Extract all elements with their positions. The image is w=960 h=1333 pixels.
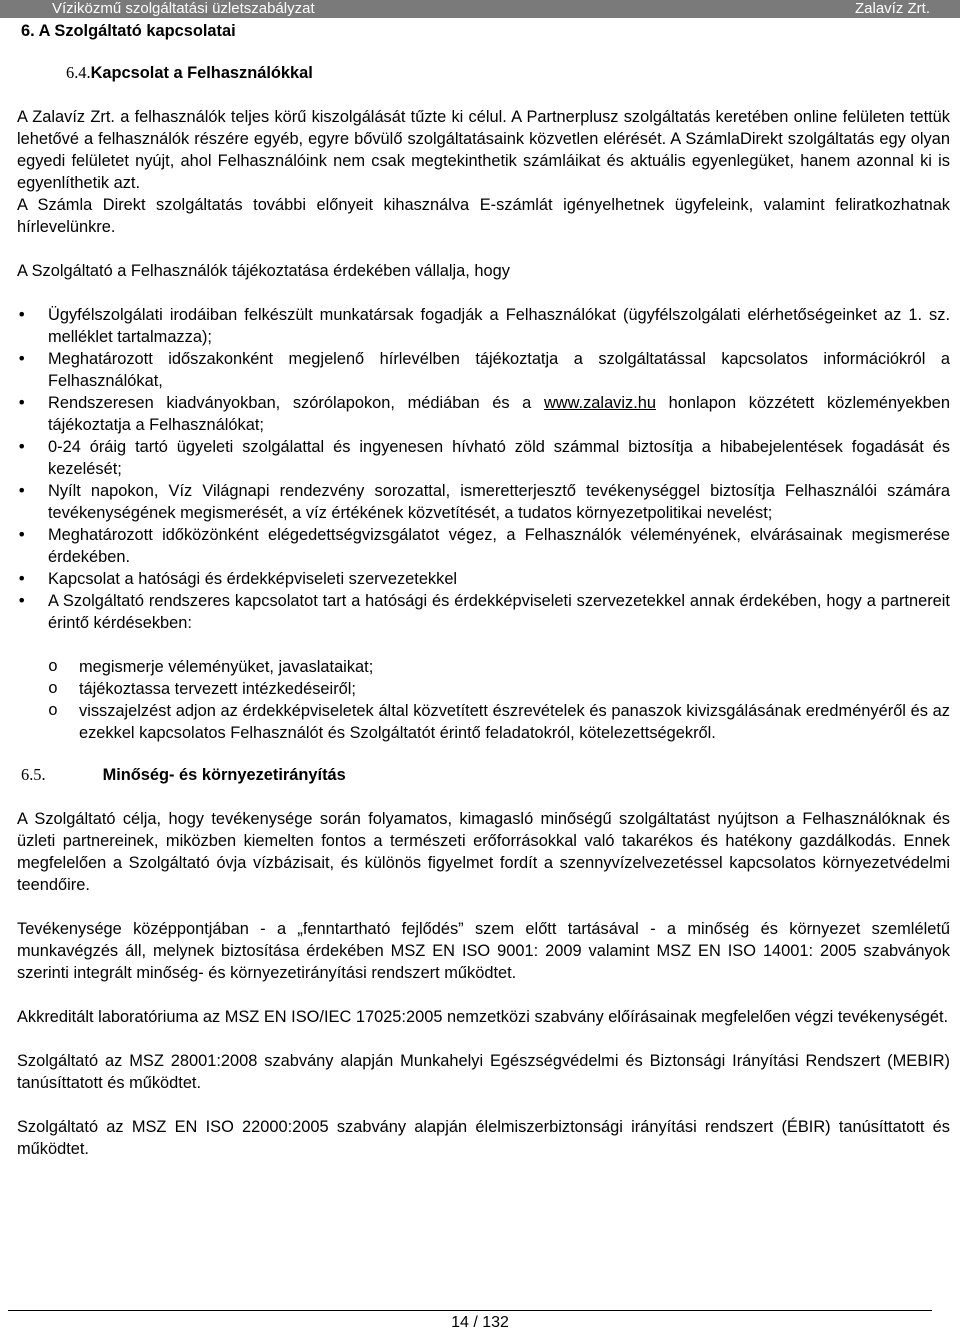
list-item: • Nyílt napokon, Víz Világnapi rendezvény sorozattal, ismeretterjesztő tevékenységgel biztosítja Felhasználói számára tevékenységének megismerését, a víz értékének közvetítését, a tudatos környezetpolitikai nevelést; <box>17 480 950 524</box>
list-item: • Ügyfélszolgálati irodáiban felkészült munkatársak fogadják a Felhasználókat (ügyfélszolgálati elérhetőségeinket az 1. sz. melléklet tartalmazza); <box>17 304 950 348</box>
section-title: 6. A Szolgáltató kapcsolatai <box>21 22 236 40</box>
list-item: • Meghatározott időszakonként megjelenő hírlevélben tájékoztatja a szolgáltatással kapcsolatos információkról a Felhasználókat, <box>17 348 950 392</box>
footer-divider <box>8 1310 932 1311</box>
document-title: Víziközmű szolgáltatási üzletszabályzat <box>52 0 315 17</box>
sub-list-item: o tájékoztassa tervezett intézkedéseiről; <box>17 678 950 700</box>
paragraph: Szolgáltató az MSZ 28001:2008 szabvány alapján Munkahelyi Egészségvédelmi és Biztonsági Irányítási Rendszert (MEBIR) tanúsíttatott és működtet. <box>17 1052 950 1092</box>
paragraph: A Zalavíz Zrt. a felhasználók teljes körű kiszolgálását tűzte ki célul. A Partnerplusz szolgáltatás keretében online felületen tettük lehetővé a felhasználók részére egyéb, egyre bővülő szolgáltatásaink közvetlen elérését. A SzámlaDirekt szolgáltatás egy olyan egyedi felületet nyújt, ahol Felhasználóink nem csak megtekinthetik számláikat és aktuális egyenlegüket, hanem azonnal ki is egyenlíthetik azt. <box>17 108 950 192</box>
paragraph: A Számla Direkt szolgáltatás további előnyeit kihasználva E-számlát igényelhetnek ügyfeleink, valamint feliratkozhatnak hírlevelünkre. <box>17 196 950 236</box>
subsection-title: Minőség- és környezetirányítás <box>102 766 346 784</box>
subsection-number: 6.4. <box>66 63 91 82</box>
paragraph: Akkreditált laboratóriuma az MSZ EN ISO/IEC 17025:2005 nemzetközi szabvány előírásainak megfelelően végzi tevékenységét. <box>17 1008 949 1026</box>
subsection-title: Kapcsolat a Felhasználókkal <box>90 64 313 82</box>
paragraph: Szolgáltató az MSZ EN ISO 22000:2005 szabvány alapján élelmiszerbiztonsági irányítási rendszert (ÉBIR) tanúsíttatott és működtet. <box>17 1118 950 1158</box>
running-header <box>0 0 960 18</box>
subsection-number: 6.5. <box>21 765 46 784</box>
paragraph: A Szolgáltató a Felhasználók tájékoztatása érdekében vállalja, hogy <box>17 262 510 280</box>
list-item-text: honlapon közzétett közleményekben tájékoztatja a Felhasználókat; <box>48 394 950 434</box>
list-item: • 0-24 óráig tartó ügyeleti szolgálattal és ingyenesen hívható zöld számmal biztosítja a hibabejelentések fogadását és kezelését; <box>17 436 950 480</box>
page-number: 14 / 132 <box>451 1314 509 1331</box>
page-content <box>17 18 950 1160</box>
sub-list-item: o megismerje véleményüket, javaslataikat; <box>17 656 950 678</box>
bullet-list <box>17 304 950 634</box>
paragraph: Tevékenysége középpontjában - a „fenntartható fejlődés” szem előtt tartásával - a minőség és környezet szemléletű munkavégzés áll, melynek biztosítása érdekében MSZ EN ISO 9001: 2009 valamint MSZ EN ISO 14001: 2005 szabványok szerinti integrált minőség- és környezetirányítási rendszert működtet. <box>17 920 950 982</box>
subsection-heading-6-5 <box>21 764 950 786</box>
company-name: Zalavíz Zrt. <box>854 0 930 17</box>
list-item-text: Rendszeresen kiadványokban, szórólapokon, médiában és a <box>48 394 544 412</box>
sub-list-item: o visszajelzést adjon az érdekképviseletek által közvetített észrevételek és panaszok kivizsgálásának eredményéről és az ezekkel kapcsolatos Felhasználót és Szolgáltatót érintő feladatokról, kötelezettségekről. <box>17 700 950 744</box>
website-link[interactable]: www.zalaviz.hu <box>543 394 656 412</box>
list-item: • A Szolgáltató rendszeres kapcsolatot tart a hatósági és érdekképviseleti szervezetekkel annak érdekében, hogy a partnereit érintő kérdésekben: <box>17 590 950 634</box>
paragraph: A Szolgáltató célja, hogy tevékenysége során folyamatos, kimagasló minőségű szolgáltatást nyújtson a Felhasználóknak és üzleti partnereinek, miközben kiemelten fontos a természeti erőforrásokkal való takarékos és hatékony gazdálkodás. Ennek megfelelően a Szolgáltató óvja vízbázisait, és különös figyelmet fordít a szennyvízelvezetéssel kapcsolatos környezetvédelmi teendőire. <box>17 810 950 894</box>
sub-bullet-list <box>17 656 950 744</box>
subsection-heading-6-4 <box>66 62 950 84</box>
list-item <box>17 392 950 436</box>
list-item: • Meghatározott időközönként elégedettségvizsgálatot végez, a Felhasználók véleményének, elvárásainak megismerése érdekében. <box>17 524 950 568</box>
list-item: • Kapcsolat a hatósági és érdekképviseleti szervezetekkel <box>17 568 950 590</box>
